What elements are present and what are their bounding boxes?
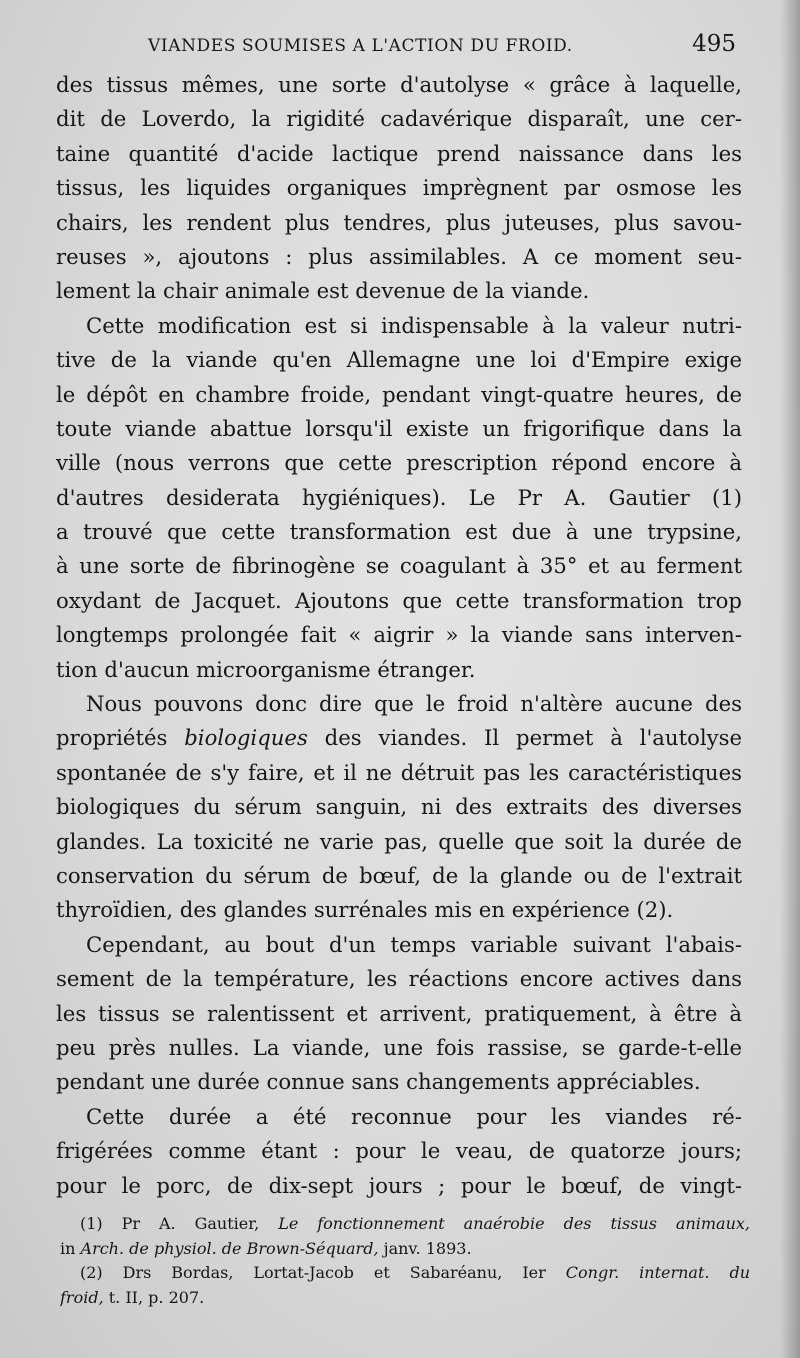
text-line: ville (nous verrons que cette prescription répond encore à xyxy=(56,450,742,476)
text-segment: propriétés xyxy=(56,725,168,751)
text-line: lement la chair animale est devenue de la viande. xyxy=(56,278,590,304)
footnote-text: in xyxy=(60,1238,76,1258)
footnote-text: (1) Pr A. Gautier, xyxy=(80,1214,260,1233)
text-line: Cependant, au bout d'un temps variable suivant l'abais- xyxy=(86,931,742,957)
footnote-title: Le fonctionnement anaérobie des tissus animaux, xyxy=(278,1214,750,1233)
text-line: sement de la température, les réactions encore actives dans xyxy=(56,966,742,992)
text-line: Nous pouvons donc dire que le froid n'altère aucune des xyxy=(86,691,742,717)
text-line: reuses », ajoutons : plus assimilables. A ce moment seu- xyxy=(56,243,742,269)
text-line: pour le porc, de dix-sept jours ; pour le bœuf, de vingt- xyxy=(56,1172,742,1198)
text-line: thyroïdien, des glandes surrénales mis en expérience (2). xyxy=(56,897,674,923)
text-line: longtemps prolongée fait « aigrir » la viande sans interven- xyxy=(56,622,742,648)
text-segment: des viandes. Il permet à l'autolyse xyxy=(324,725,742,751)
text-line xyxy=(56,721,742,755)
text-line: d'autres desiderata hygiéniques). Le Pr A. Gautier (1) xyxy=(56,484,742,510)
text-line: Cette durée a été reconnue pour les viandes ré- xyxy=(86,1103,742,1129)
text-line: Cette modification est si indispensable à la valeur nutri- xyxy=(86,312,742,338)
footnote-title: Congr. internat. du xyxy=(565,1263,750,1283)
footnote-text: (2) Drs Bordas, Lortat-Jacob et Sabaréanu, Ier xyxy=(80,1263,546,1283)
text-line: chairs, les rendent plus tendres, plus juteuses, plus savou- xyxy=(56,209,742,235)
text-line: a trouvé que cette transformation est due à une trypsine, xyxy=(56,519,742,545)
page-number: 495 xyxy=(692,31,736,57)
text-line: frigérées comme étant : pour le veau, de quatorze jours; xyxy=(56,1138,742,1164)
footnote-title: froid, xyxy=(60,1287,104,1307)
text-line: les tissus se ralentissent et arrivent, pratiquement, à être à xyxy=(56,1000,742,1026)
text-line: toute viande abattue lorsqu'il existe un frigorifique dans la xyxy=(56,415,742,441)
running-title: VIANDES SOUMISES A L'ACTION DU FROID. xyxy=(148,36,573,56)
page-header xyxy=(0,28,800,64)
footnote-journal: Arch. de physiol. de Brown-Séquard, xyxy=(80,1238,379,1258)
footnote-2 xyxy=(60,1261,750,1286)
text-line: tive de la viande qu'en Allemagne une loi d'Empire exige xyxy=(56,347,742,373)
text-line: le dépôt en chambre froide, pendant vingt-quatre heures, de xyxy=(56,381,742,407)
text-line: conservation du sérum de bœuf, de la glande ou de l'extrait xyxy=(56,862,742,888)
body-text xyxy=(56,68,742,1203)
text-line: pendant une durée connue sans changements appréciables. xyxy=(56,1069,701,1095)
text-line: dit de Loverdo, la rigidité cadavérique disparaît, une cer- xyxy=(56,106,742,132)
text-line: biologiques du sérum sanguin, ni des extraits des diverses xyxy=(56,794,742,820)
text-line: tissus, les liquides organiques imprègnent par osmose les xyxy=(56,175,742,201)
text-line: taine quantité d'acide lactique prend naissance dans les xyxy=(56,140,742,166)
text-line: tion d'aucun microorganisme étranger. xyxy=(56,656,476,682)
text-line: peu près nulles. La viande, une fois rassise, se garde-t-elle xyxy=(56,1034,742,1060)
footnote-1-cont xyxy=(60,1237,750,1262)
text-line: des tissus mêmes, une sorte d'autolyse « grâce à laquelle, xyxy=(56,72,742,97)
text-line: glandes. La toxicité ne varie pas, quelle que soit la durée de xyxy=(56,828,742,854)
footnote-2-cont xyxy=(60,1286,750,1311)
footnote-1 xyxy=(60,1212,750,1237)
footnote-text: janv. 1893. xyxy=(383,1238,472,1258)
text-line: oxydant de Jacquet. Ajoutons que cette transformation trop xyxy=(56,587,742,613)
text-line: spontanée de s'y faire, et il ne détruit pas les caractéristiques xyxy=(56,759,742,785)
italic-term: biologiques xyxy=(184,725,308,751)
text-line: à une sorte de fibrinogène se coagulant à 35° et au ferment xyxy=(56,553,742,579)
footnotes xyxy=(60,1212,750,1310)
footnote-text: t. II, p. 207. xyxy=(108,1287,205,1307)
